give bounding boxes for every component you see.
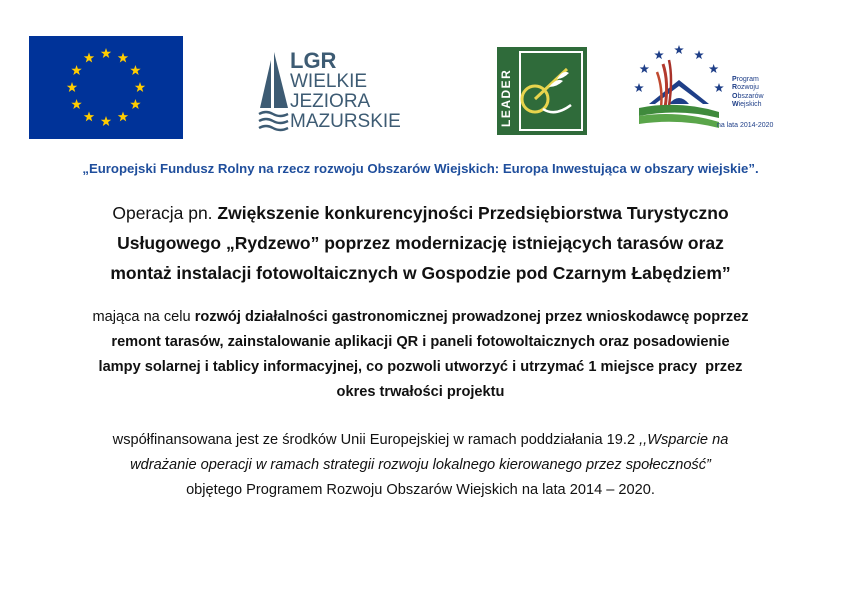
lgr-acronym: LGR xyxy=(290,48,337,73)
eu-flag-logo xyxy=(29,36,183,139)
prow-star-icon xyxy=(714,83,724,92)
cofinance-italic-2: wdrażanie operacji w ramach strategii rozwoju lokalnego kierowanego przez społeczność” xyxy=(130,457,711,473)
prow-emblem-icon xyxy=(625,42,731,137)
goal-line-1 xyxy=(20,305,821,330)
prow-years: na lata 2014-2020 xyxy=(717,122,774,129)
leader-text: LEADER xyxy=(499,68,513,127)
prow-word-rozwoju: ozwoju xyxy=(737,84,759,92)
prow-initial-r: R xyxy=(732,84,738,92)
cofinance-block xyxy=(20,428,821,503)
lgr-line-mazurskie: MAZURSKIE xyxy=(290,111,401,132)
prow-logo xyxy=(625,42,785,137)
prow-star-icon xyxy=(634,83,644,92)
lgr-line-wielkie: WIELKIE xyxy=(290,71,368,92)
prow-star-icon xyxy=(654,50,664,59)
goal-block xyxy=(20,305,821,405)
cofinance-line-1 xyxy=(20,428,821,453)
leader-logo xyxy=(497,47,587,135)
prow-star-icon xyxy=(694,50,704,59)
prow-star-icon xyxy=(709,64,719,73)
goal-prefix: mająca na celu xyxy=(92,309,195,325)
operation-title-1: Zwiększenie konkurencyjności Przedsiębiorstwa Turystyczno xyxy=(217,203,729,223)
lgr-wordmark xyxy=(290,50,401,132)
prow-initial-p: P xyxy=(732,76,737,83)
eu-stars-icon xyxy=(29,36,183,139)
cofinance-italic-1: ,,Wsparcie na xyxy=(639,432,729,448)
goal-text-1: rozwój działalności gastronomicznej prowadzonej przez wnioskodawcę poprzez xyxy=(194,309,749,325)
prow-word-wiejskich: iejskich xyxy=(738,101,762,109)
operation-prefix: Operacja pn. xyxy=(112,203,218,223)
prow-initial-o: O xyxy=(732,92,738,100)
goal-text-2: remont tarasów, zainstalowanie aplikacji QR i paneli fotowoltaicznych oraz posadowienie xyxy=(111,334,730,350)
lgr-line-jeziora: JEZIORA xyxy=(290,91,371,112)
lgr-logo xyxy=(258,50,418,134)
leader-emblem-icon xyxy=(497,47,587,135)
prow-word-program: rogram xyxy=(736,76,759,83)
cofinance-text-1: współfinansowana jest ze środków Unii Europejskiej w ramach poddziałania 19.2 xyxy=(112,432,640,448)
operation-block xyxy=(20,198,821,288)
goal-text-4: okres trwałości projektu xyxy=(336,384,505,400)
fund-statement: „Europejski Fundusz Rolny na rzecz rozwoju Obszarów Wiejskich: Europa Inwestująca w obszary wiejskie”. xyxy=(82,161,759,176)
prow-star-icon xyxy=(640,64,650,73)
prow-initial-w: W xyxy=(732,101,739,109)
operation-line-1 xyxy=(20,198,821,228)
prow-word-obszarow: bszarów xyxy=(737,92,764,100)
prow-star-icon xyxy=(674,45,684,54)
cofinance-text-3: objętego Programem Rozwoju Obszarów Wiejskich na lata 2014 – 2020. xyxy=(186,482,655,498)
operation-title-2: Usługowego „Rydzewo” poprzez modernizację istniejących tarasów oraz xyxy=(117,233,724,253)
goal-text-3: lampy solarnej i tablicy informacyjnej, co pozwoli utworzyć i utrzymać 1 miejsce pracy przez xyxy=(98,359,743,375)
prow-wordmark xyxy=(732,76,764,110)
sailboat-icon xyxy=(258,50,292,134)
operation-title-3: montaż instalacji fotowoltaicznych w Gospodzie pod Czarnym Łabędziem” xyxy=(110,263,731,283)
